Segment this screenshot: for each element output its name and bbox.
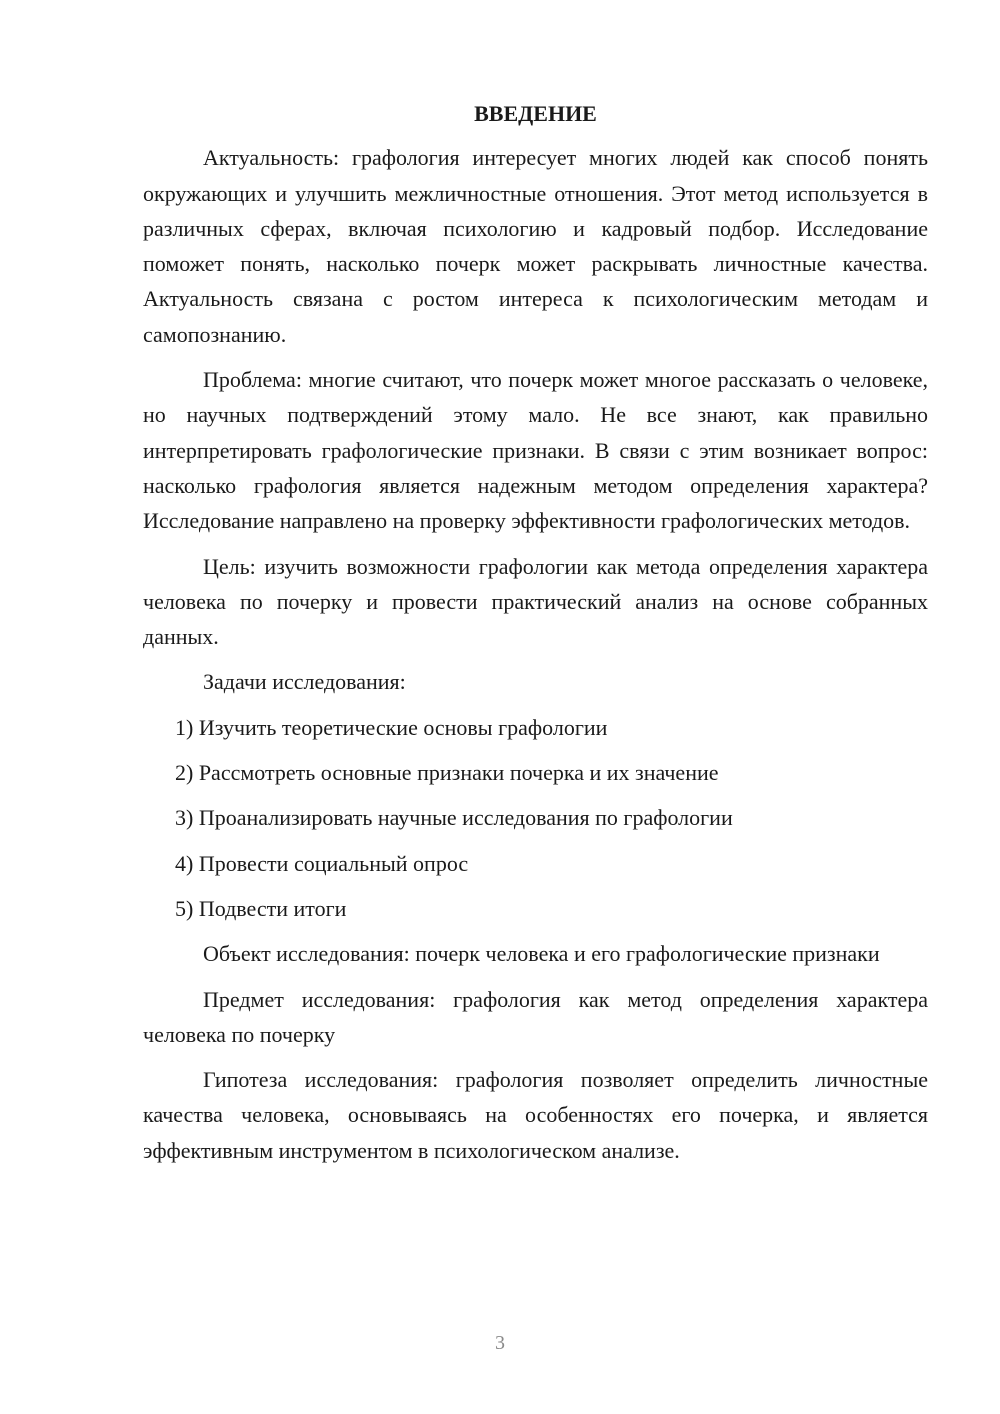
tasks-list xyxy=(143,710,928,926)
paragraph-object: Объект исследования: почерк человека и его графологические признаки xyxy=(203,941,880,967)
list-item: 4) Провести социальный опрос xyxy=(175,850,469,876)
paragraph-hypothesis: Гипотеза исследования: графология позволяет определить личностные качества человека, основываясь на особенностях его почерка, и является эффективным инструментом в психологическом анализе. xyxy=(143,1067,928,1163)
list-item: 1) Изучить теоретические основы графологии xyxy=(175,714,608,740)
list-item: 5) Подвести итоги xyxy=(175,895,347,921)
page-title: ВВЕДЕНИЕ xyxy=(474,101,597,126)
paragraph-problem: Проблема: многие считают, что почерк может многое рассказать о человеке, но научных подтверждений этому мало. Не все знают, как правильно интерпретировать графологические признаки. В связи с этим возникает вопрос: насколько графология является надежным методом определения характера? Исследование направлено на проверку эффективности графологических методов. xyxy=(143,367,928,534)
page-number: 3 xyxy=(495,1332,505,1354)
paragraph-relevance: Актуальность: графология интересует многих людей как способ понять окружающих и улучшить межличностные отношения. Этот метод используется в различных сферах, включая психологию и кадровый подбор. Исследование поможет понять, насколько почерк может раскрывать личностные качества. Актуальность связана с ростом интереса к психологическим методам и самопознанию. xyxy=(143,145,928,347)
list-item: 3) Проанализировать научные исследования по графологии xyxy=(175,805,733,831)
list-item: 2) Рассмотреть основные признаки почерка и их значение xyxy=(175,760,719,786)
tasks-heading: Задачи исследования: xyxy=(203,669,406,695)
page-content xyxy=(143,96,928,1178)
paragraph-subject: Предмет исследования: графология как метод определения характера человека по почерку xyxy=(143,986,928,1047)
paragraph-goal: Цель: изучить возможности графологии как метода определения характера человека по почерку и провести практический анализ на основе собранных данных. xyxy=(143,553,928,650)
